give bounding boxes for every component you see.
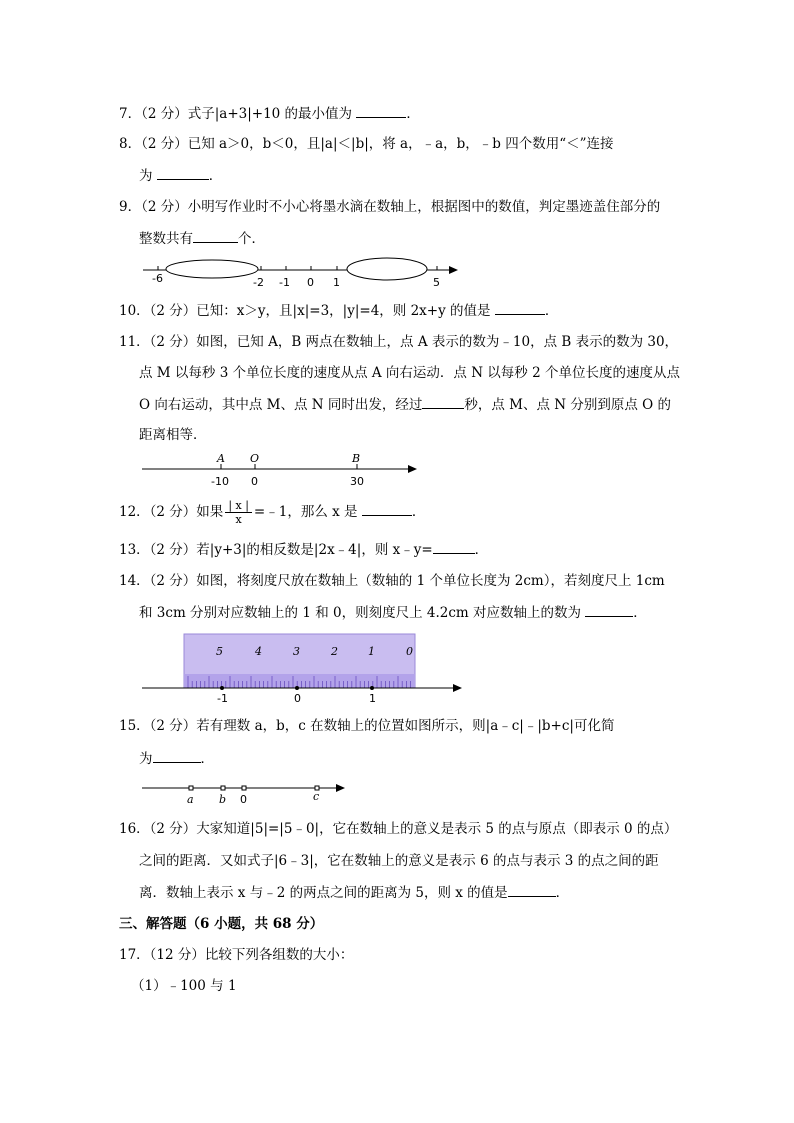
q9-ink-blot-right — [347, 258, 427, 280]
q15-blank — [153, 749, 201, 763]
q11-point-label: A — [217, 452, 225, 465]
q12-pre: 12．（2 分）如果 — [119, 504, 224, 520]
q9-label: 0 — [307, 276, 314, 289]
q11-value-label: -10 — [211, 475, 229, 488]
q15-label: a — [187, 793, 194, 806]
q12-numerator: | x | — [225, 499, 252, 513]
q9-arrow — [449, 266, 458, 274]
q15-arrow — [336, 784, 345, 792]
q14-axis-label: -1 — [217, 692, 228, 705]
q14-axis-label: 0 — [294, 692, 301, 705]
question-16: 16．（2 分）大家知道|5|=|5﹣0|，它在数轴上的意义是表示 5 的点与原点（即表示 0 的点） — [119, 821, 678, 837]
q8-blank — [157, 166, 209, 180]
q10-end: ． — [544, 303, 559, 319]
q7-blank — [356, 104, 406, 118]
question-8: 8．（2 分）已知 a＞0，b＜0，且|a|＜|b|，将 a，﹣a，b，﹣b 四个数用“＜”连接 — [119, 136, 614, 152]
question-10 — [119, 301, 558, 320]
question-11: 11．（2 分）如图，已知 A，B 两点在数轴上，点 A 表示的数为﹣10，点 B 表示的数为 30， — [119, 334, 679, 350]
q16-line3-text: 离．数轴上表示 x 与﹣2 的两点之间的距离为 5，则 x 的值是 — [139, 885, 508, 901]
q15-number-line-figure — [140, 778, 355, 808]
q15-label: b — [219, 793, 227, 806]
q11-blank — [422, 395, 464, 409]
q11-point-label: B — [352, 452, 361, 465]
q14-ruler-label: 5 — [216, 645, 223, 658]
q13-text: 13．（2 分）若|y+3|的相反数是|2x﹣4|，则 x﹣y= — [119, 542, 433, 558]
q9-label: 1 — [333, 276, 340, 289]
q12-denominator: x — [235, 513, 242, 526]
q15-end: ． — [200, 751, 214, 767]
q14-arrow — [453, 684, 462, 692]
q9-ink-blot-left — [166, 260, 258, 278]
question-15-line2 — [139, 749, 214, 768]
question-11-line3 — [139, 395, 671, 414]
q10-blank — [495, 301, 545, 315]
q9-label: -1 — [279, 276, 290, 289]
question-14: 14．（2 分）如图，将刻度尺放在数轴上（数轴的 1 个单位长度为 2cm），若刻度尺上 1cm — [119, 573, 665, 589]
q9-blank — [193, 229, 238, 243]
section-heading: 三、解答题（6 小题，共 68 分） — [119, 916, 324, 932]
q15-line2-text: 为 — [139, 751, 153, 767]
question-11-line4: 距离相等． — [139, 427, 207, 443]
question-11-line2: 点 M 以每秒 3 个单位长度的速度从点 A 向右运动．点 N 以每秒 2 个单位长度的速度从点 — [139, 365, 680, 381]
question-9-line2 — [139, 229, 265, 248]
q11-number-line-figure — [140, 450, 425, 490]
q9-line2b: 个． — [238, 231, 265, 247]
q11-line3a: O 向右运动，其中点 M、点 N 同时出发，经过 — [139, 397, 423, 413]
q8-line2-text: 为 — [139, 168, 157, 184]
q14-ruler-scale-band — [184, 674, 415, 688]
q11-value-label: 30 — [350, 475, 364, 488]
q9-line2a: 整数共有 — [139, 231, 193, 247]
q14-ruler-label: 3 — [293, 645, 300, 658]
q14-ruler-figure — [140, 632, 470, 707]
q7-text: 7．（2 分）式子|a+3|+10 的最小值为 — [119, 106, 357, 122]
q10-text: 10．（2 分）已知：x＞y，且|x|=3，|y|=4，则 2x+y 的值是 — [119, 303, 495, 319]
q11-point-label: O — [250, 452, 260, 465]
q12-post: =﹣1，那么 x 是 — [253, 504, 362, 520]
question-13 — [119, 540, 488, 559]
q11-value-label: 0 — [251, 475, 258, 488]
q11-line3b: 秒，点 M、点 N 分别到原点 O 的 — [464, 397, 672, 413]
q7-end: ． — [406, 106, 420, 122]
question-16-line3 — [139, 883, 569, 902]
question-15: 15．（2 分）若有理数 a，b，c 在数轴上的位置如图所示，则|a﹣c|﹣|b+c|可化简 — [119, 718, 615, 734]
q9-label: -6 — [152, 272, 163, 285]
q14-axis-label: 1 — [369, 692, 376, 705]
q12-end: ． — [411, 504, 426, 520]
q12-fraction — [225, 499, 252, 526]
question-17-part1: （1）﹣100 与 1 — [131, 978, 237, 994]
q14-ruler-label: 1 — [368, 645, 375, 658]
q9-label: 5 — [433, 276, 440, 289]
q8-end: ． — [208, 168, 223, 184]
q16-end: ． — [555, 885, 570, 901]
q12-blank — [362, 502, 412, 516]
question-9: 9．（2 分）小明写作业时不小心将墨水滴在数轴上，根据图中的数值，判定墨迹盖住部分的 — [119, 199, 661, 215]
q16-blank — [508, 883, 556, 897]
q9-number-line-figure — [140, 255, 470, 290]
question-16-line2: 之间的距离．又如式子|6﹣3|，它在数轴上的意义是表示 6 的点与表示 3 的点之间的距 — [139, 853, 659, 869]
q14-ruler-label: 2 — [331, 645, 338, 658]
question-8-line2 — [139, 166, 222, 185]
q15-label: 0 — [240, 793, 247, 806]
question-14-line2 — [139, 603, 647, 622]
q14-end: ． — [633, 605, 647, 621]
q14-ruler-label: 4 — [255, 645, 262, 658]
q15-label: c — [313, 790, 320, 803]
question-7 — [119, 104, 420, 123]
question-17: 17．（12 分）比较下列各组数的大小： — [119, 947, 354, 963]
q13-end: ． — [474, 542, 489, 558]
q9-label: -2 — [253, 276, 264, 289]
q14-line2-text: 和 3cm 分别对应数轴上的 1 和 0，则刻度尺上 4.2cm 对应数轴上的数为 — [139, 605, 586, 621]
question-12 — [119, 497, 425, 527]
q11-arrow — [408, 465, 417, 473]
q13-blank — [433, 540, 475, 554]
q14-ruler-label: 0 — [406, 645, 413, 658]
q14-blank — [585, 603, 633, 617]
